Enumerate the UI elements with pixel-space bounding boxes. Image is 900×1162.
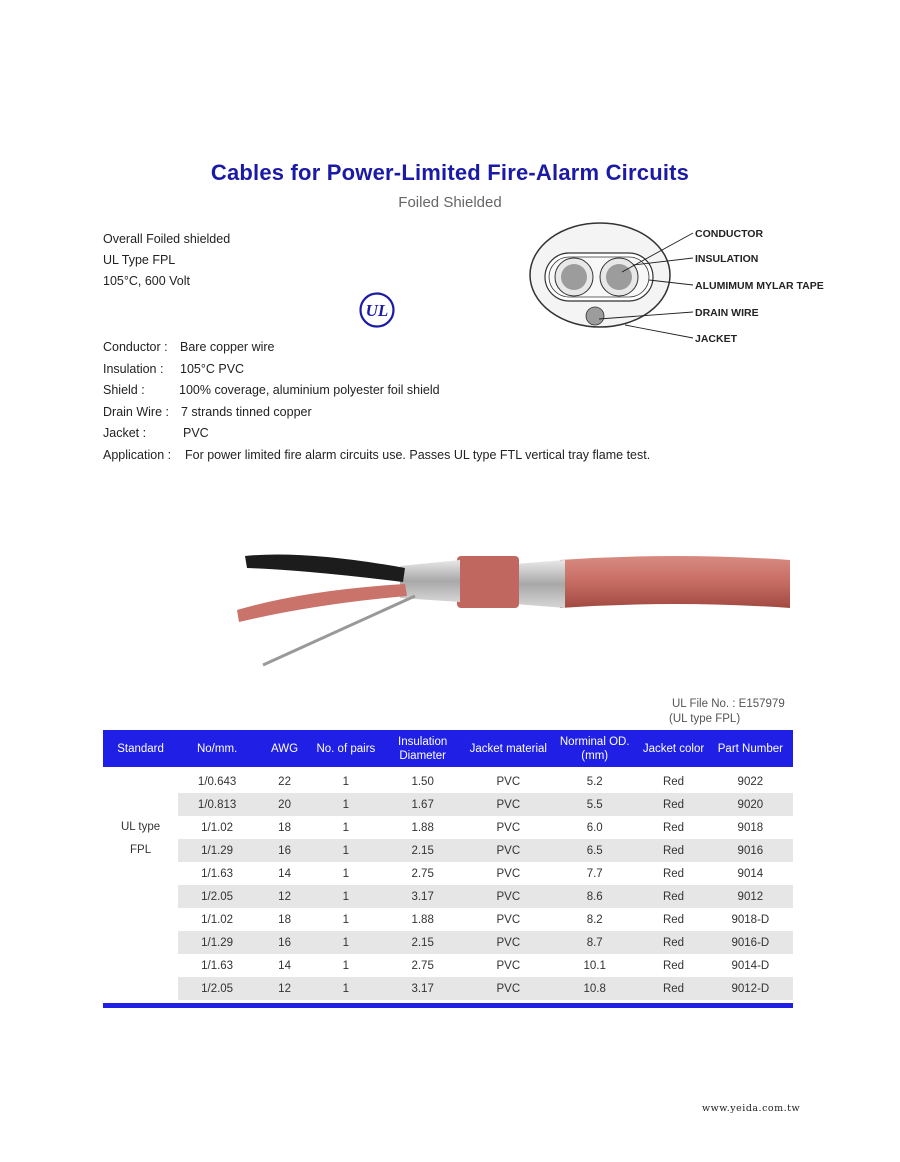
table-cell: Red [662, 913, 685, 926]
table-cell: PVC [496, 959, 521, 972]
table-cell: Red [639, 977, 707, 1000]
table-cell: Red [639, 839, 707, 862]
spec-value: 105°C PVC [180, 362, 245, 376]
table-row [103, 767, 793, 793]
spec-label: Shield : [103, 383, 145, 397]
spec-value: 7 strands tinned copper [181, 405, 312, 419]
spec-shield [103, 383, 440, 397]
table-cell: Red [662, 821, 685, 834]
table-cell: 10.1 [583, 959, 606, 972]
table-cell: 2.15 [379, 839, 467, 862]
table-cell: PVC [467, 839, 550, 862]
table-row [103, 954, 793, 977]
standard-cell [103, 767, 178, 908]
header-jacket-color: Jacket color [639, 730, 707, 767]
table-cell: 3.17 [379, 977, 467, 1000]
header-insulation-diameter: Insulation Diameter [379, 730, 467, 767]
table-cell: 9016 [708, 839, 793, 862]
table-cell: 1/2.05 [178, 885, 256, 908]
table-cell: 9022 [737, 775, 764, 788]
ul-listed-icon [359, 292, 395, 328]
table-cell: 1.67 [379, 793, 467, 816]
table-cell: Red [639, 931, 707, 954]
table-row [103, 793, 793, 816]
spec-value: 100% coverage, aluminium polyester foil shield [179, 383, 440, 397]
table-cell: 1 [342, 913, 350, 926]
table-cell: 5.5 [550, 793, 639, 816]
table-cell: 1 [342, 959, 350, 972]
header-awg: AWG [256, 730, 313, 767]
diagram-label-mylar-tape: ALUMIMUM MYLAR TAPE [695, 280, 824, 292]
table-cell: 9014 [737, 867, 764, 880]
table-cell: 9012-D [708, 977, 793, 1000]
table-cell: 16 [256, 839, 313, 862]
header-standard: Standard [103, 730, 178, 767]
table-cell: 9018 [737, 821, 764, 834]
spec-application [103, 448, 650, 462]
table-cell: 1 [313, 793, 379, 816]
table-cell: PVC [496, 775, 521, 788]
spec-insulation [103, 362, 244, 376]
table-cell: PVC [467, 931, 550, 954]
spec-value: PVC [183, 426, 209, 440]
table-row [103, 839, 793, 862]
table-cell: 8.6 [550, 885, 639, 908]
table-cell: 1.88 [411, 913, 434, 926]
table-cell: 1 [313, 931, 379, 954]
table-cell: 2.75 [411, 959, 434, 972]
table-row [103, 977, 793, 1000]
standard-cell-blank [103, 908, 178, 1000]
table-cell: PVC [496, 913, 521, 926]
table-cell: 5.2 [586, 775, 603, 788]
header-no-mm: No/mm. [178, 730, 256, 767]
table-cell: 12 [256, 977, 313, 1000]
table-row [103, 931, 793, 954]
table-cell: 2.75 [411, 867, 434, 880]
table-cell: 18 [278, 913, 291, 926]
table-cell: Red [662, 867, 685, 880]
table-cell: 9014-D [731, 959, 770, 972]
feature-line: 105°C, 600 Volt [103, 274, 191, 288]
table-row [103, 816, 793, 839]
spec-label: Insulation : [103, 362, 164, 376]
header-pairs: No. of pairs [313, 730, 379, 767]
table-cell: 18 [278, 821, 291, 834]
spec-value: Bare copper wire [180, 340, 275, 354]
table-cell: 16 [256, 931, 313, 954]
spec-jacket [103, 426, 209, 440]
diagram-label-drain-wire: DRAIN WIRE [695, 307, 759, 319]
table-cell: 9020 [708, 793, 793, 816]
table-cell: 14 [278, 959, 291, 972]
table-cell: Red [662, 775, 685, 788]
table-cell: PVC [467, 885, 550, 908]
table-cell: 1.50 [411, 775, 434, 788]
table-cell: 1 [342, 867, 350, 880]
website-url: www.yeida.com.tw [702, 1103, 801, 1114]
table-body [103, 767, 793, 1000]
feature-line: Overall Foiled shielded [103, 232, 231, 246]
standard-line: UL type [120, 821, 161, 833]
table-cell: 1/1.63 [201, 959, 234, 972]
page-title: Cables for Power-Limited Fire-Alarm Circuits [210, 160, 690, 185]
table-cell: 1/1.29 [178, 839, 256, 862]
table-cell: 9012 [708, 885, 793, 908]
table-cell: PVC [496, 867, 521, 880]
spec-label: Conductor : [103, 340, 168, 354]
diagram-label-insulation: INSULATION [695, 253, 759, 265]
spec-label: Jacket : [103, 426, 147, 440]
table-cell: 1/0.643 [197, 775, 237, 788]
table-cell: 12 [256, 885, 313, 908]
table-cell: 20 [256, 793, 313, 816]
page-subtitle: Foiled Shielded [398, 194, 502, 211]
table-cell: 6.0 [586, 821, 603, 834]
spec-label: Drain Wire : [103, 405, 169, 419]
standard-line: FPL [130, 844, 152, 856]
table-cell: 14 [278, 867, 291, 880]
ul-file-number [669, 697, 785, 727]
ul-file-number-line: UL File No. : E157979 [672, 698, 785, 710]
table-cell: 1/2.05 [178, 977, 256, 1000]
table-cell: 8.7 [550, 931, 639, 954]
cable-cross-section-diagram [525, 215, 865, 355]
table-cell: 1/1.02 [201, 821, 234, 834]
diagram-label-conductor: CONDUCTOR [695, 228, 764, 240]
table-cell: PVC [467, 977, 550, 1000]
table-cell: 1 [342, 821, 350, 834]
table-cell: 1 [342, 775, 350, 788]
table-cell: 22 [278, 775, 291, 788]
table-cell: PVC [467, 793, 550, 816]
header-part-number: Part Number [708, 730, 793, 767]
feature-line: UL Type FPL [103, 253, 176, 267]
specification-table [103, 730, 793, 1000]
header-jacket-material: Jacket material [467, 730, 550, 767]
ul-mark-text: UL [365, 301, 389, 320]
spec-drain-wire [103, 405, 312, 419]
table-cell: 6.5 [550, 839, 639, 862]
table-row [103, 862, 793, 885]
table-cell: 3.17 [379, 885, 467, 908]
table-cell: 10.8 [550, 977, 639, 1000]
table-cell: Red [639, 885, 707, 908]
table-cell: 1 [313, 885, 379, 908]
table-cell: Red [639, 793, 707, 816]
spec-label: Application : [103, 448, 172, 462]
table-header-row [103, 730, 793, 767]
table-cell: 2.15 [379, 931, 467, 954]
table-row [103, 908, 793, 931]
diagram-label-jacket: JACKET [695, 333, 738, 345]
table-cell: Red [662, 959, 685, 972]
cable-photo [225, 530, 795, 680]
table-bottom-rule [103, 1003, 793, 1008]
table-cell: 8.2 [586, 913, 603, 926]
table-cell: 9018-D [731, 913, 770, 926]
table-cell: 1/1.29 [178, 931, 256, 954]
spec-value: For power limited fire alarm circuits use. Passes UL type FTL vertical tray flame test. [185, 448, 651, 462]
table-cell: 1 [313, 839, 379, 862]
table-cell: 1/1.63 [201, 867, 234, 880]
table-cell: 1 [313, 977, 379, 1000]
table-cell: 7.7 [586, 867, 603, 880]
table-cell: 9016-D [708, 931, 793, 954]
header-nominal-od: Norminal OD.(mm) [550, 730, 639, 767]
table-cell: PVC [496, 821, 521, 834]
spec-conductor [103, 340, 275, 354]
table-cell: 1/1.02 [201, 913, 234, 926]
table-cell: 1.88 [411, 821, 434, 834]
table-cell: 1/0.813 [178, 793, 256, 816]
ul-file-type-line: (UL type FPL) [669, 713, 741, 725]
table-row [103, 885, 793, 908]
